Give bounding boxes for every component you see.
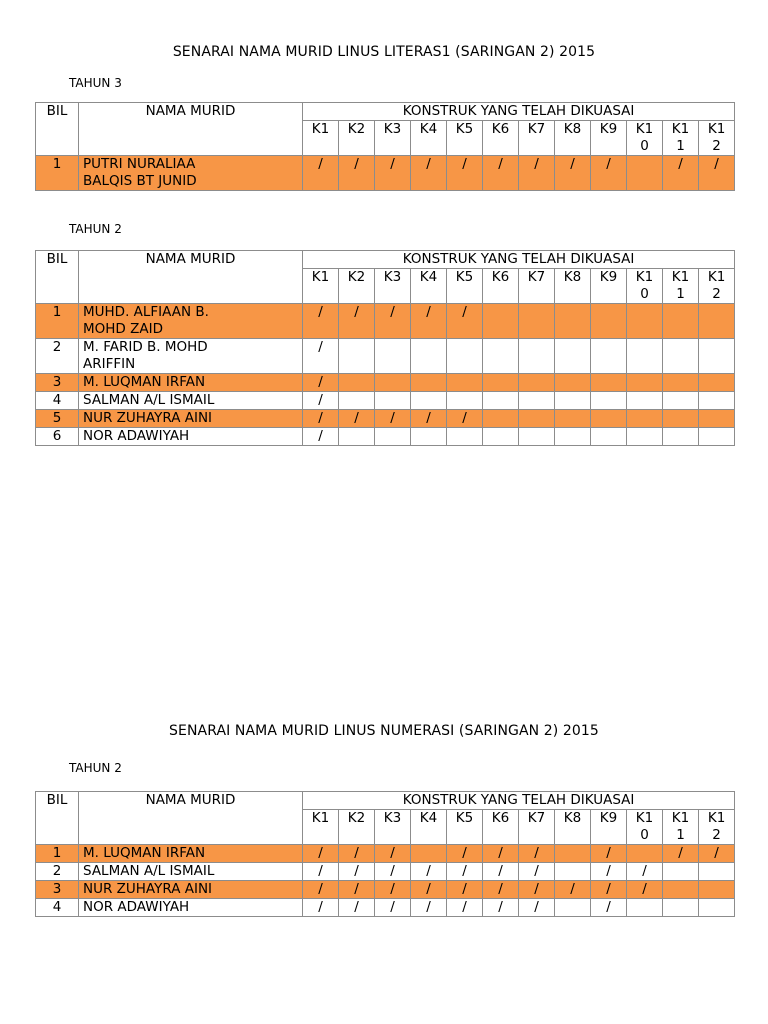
konstruk-k9-header: K9 xyxy=(591,810,627,845)
konstruk-k11-header: K1 1 xyxy=(663,269,699,304)
konstruk-k2-mark xyxy=(339,428,375,446)
row-nama-murid: NUR ZUHAYRA AINI xyxy=(79,410,303,428)
konstruk-k10-mark xyxy=(627,374,663,392)
row-bil: 2 xyxy=(36,863,79,881)
konstruk-k2-mark: / xyxy=(339,304,375,339)
konstruk-k4-mark xyxy=(411,428,447,446)
table-row xyxy=(36,863,735,881)
konstruk-k7-mark xyxy=(519,374,555,392)
literasi-tahun2-header-row xyxy=(36,251,735,269)
konstruk-k10-mark: / xyxy=(627,863,663,881)
konstruk-k6-mark: / xyxy=(483,845,519,863)
konstruk-k8-mark xyxy=(555,392,591,410)
konstruk-k1-mark: / xyxy=(303,304,339,339)
konstruk-k6-mark xyxy=(483,374,519,392)
konstruk-k9-mark: / xyxy=(591,881,627,899)
row-nama-murid: MUHD. ALFIAAN B. MOHD ZAID xyxy=(79,304,303,339)
row-nama-murid: SALMAN A/L ISMAIL xyxy=(79,863,303,881)
konstruk-k4-header: K4 xyxy=(411,269,447,304)
konstruk-k6-mark: / xyxy=(483,899,519,917)
konstruk-k7-mark: / xyxy=(519,863,555,881)
konstruk-k6-mark: / xyxy=(483,156,519,191)
konstruk-k5-mark xyxy=(447,428,483,446)
konstruk-k12-header: K1 2 xyxy=(699,810,735,845)
row-bil: 3 xyxy=(36,881,79,899)
row-bil: 1 xyxy=(36,304,79,339)
konstruk-k4-header: K4 xyxy=(411,810,447,845)
konstruk-k12-mark xyxy=(699,881,735,899)
konstruk-k5-header: K5 xyxy=(447,269,483,304)
konstruk-k3-mark xyxy=(375,428,411,446)
konstruk-k5-mark: / xyxy=(447,410,483,428)
konstruk-k7-header: K7 xyxy=(519,810,555,845)
konstruk-k10-mark xyxy=(627,304,663,339)
konstruk-k7-mark: / xyxy=(519,845,555,863)
konstruk-k6-mark: / xyxy=(483,881,519,899)
konstruk-k1-header: K1 xyxy=(303,121,339,156)
konstruk-k5-mark: / xyxy=(447,845,483,863)
konstruk-k6-mark xyxy=(483,410,519,428)
konstruk-k9-header: K9 xyxy=(591,269,627,304)
konstruk-k2-header: K2 xyxy=(339,810,375,845)
row-nama-murid: PUTRI NURALIAA BALQIS BT JUNID xyxy=(79,156,303,191)
konstruk-k11-mark: / xyxy=(663,156,699,191)
konstruk-k4-mark: / xyxy=(411,156,447,191)
konstruk-k8-header: K8 xyxy=(555,121,591,156)
konstruk-k8-header: K8 xyxy=(555,810,591,845)
literasi-tahun2-label: TAHUN 2 xyxy=(69,222,122,236)
nama-murid-header: NAMA MURID xyxy=(79,792,303,845)
nama-murid-header: NAMA MURID xyxy=(79,251,303,304)
konstruk-k10-mark xyxy=(627,428,663,446)
konstruk-k5-header: K5 xyxy=(447,810,483,845)
row-bil: 1 xyxy=(36,845,79,863)
konstruk-k7-header: K7 xyxy=(519,269,555,304)
konstruk-k3-mark: / xyxy=(375,845,411,863)
konstruk-k6-mark xyxy=(483,428,519,446)
konstruk-k9-mark xyxy=(591,410,627,428)
konstruk-k5-mark xyxy=(447,392,483,410)
konstruk-k6-mark xyxy=(483,339,519,374)
table-row xyxy=(36,374,735,392)
konstruk-k1-mark: / xyxy=(303,392,339,410)
konstruk-k9-mark: / xyxy=(591,863,627,881)
konstruk-k2-mark: / xyxy=(339,881,375,899)
table-row xyxy=(36,392,735,410)
konstruk-k1-mark: / xyxy=(303,339,339,374)
konstruk-k8-mark xyxy=(555,374,591,392)
row-bil: 1 xyxy=(36,156,79,191)
nama-murid-header: NAMA MURID xyxy=(79,103,303,156)
numerasi-tahun2-header-row xyxy=(36,792,735,810)
konstruk-k2-mark: / xyxy=(339,863,375,881)
konstruk-k4-mark xyxy=(411,845,447,863)
konstruk-k12-mark xyxy=(699,304,735,339)
konstruk-k10-mark xyxy=(627,392,663,410)
konstruk-k3-mark: / xyxy=(375,304,411,339)
konstruk-k10-mark xyxy=(627,899,663,917)
konstruk-k3-header: K3 xyxy=(375,810,411,845)
konstruk-k4-mark: / xyxy=(411,410,447,428)
row-bil: 4 xyxy=(36,392,79,410)
numerasi-title: SENARAI NAMA MURID LINUS NUMERASI (SARINGAN 2) 2015 xyxy=(169,723,599,739)
konstruk-k3-mark: / xyxy=(375,899,411,917)
konstruk-k8-mark xyxy=(555,845,591,863)
table-row xyxy=(36,304,735,339)
konstruk-k7-mark xyxy=(519,339,555,374)
konstruk-k11-mark: / xyxy=(663,845,699,863)
konstruk-k11-mark xyxy=(663,339,699,374)
konstruk-k5-mark: / xyxy=(447,881,483,899)
konstruk-k6-header: K6 xyxy=(483,121,519,156)
konstruk-k8-mark xyxy=(555,339,591,374)
row-nama-murid: NUR ZUHAYRA AINI xyxy=(79,881,303,899)
konstruk-k4-mark xyxy=(411,374,447,392)
konstruk-k12-header: K1 2 xyxy=(699,269,735,304)
row-bil: 6 xyxy=(36,428,79,446)
row-bil: 3 xyxy=(36,374,79,392)
konstruk-k5-mark: / xyxy=(447,863,483,881)
row-nama-murid: M. FARID B. MOHD ARIFFIN xyxy=(79,339,303,374)
konstruk-k9-mark: / xyxy=(591,845,627,863)
konstruk-k6-mark: / xyxy=(483,863,519,881)
table-row xyxy=(36,881,735,899)
konstruk-header: KONSTRUK YANG TELAH DIKUASAI xyxy=(303,103,735,121)
konstruk-k8-mark: / xyxy=(555,156,591,191)
konstruk-k3-mark xyxy=(375,339,411,374)
konstruk-k8-header: K8 xyxy=(555,269,591,304)
konstruk-header: KONSTRUK YANG TELAH DIKUASAI xyxy=(303,251,735,269)
konstruk-k11-mark xyxy=(663,304,699,339)
konstruk-k1-mark: / xyxy=(303,374,339,392)
konstruk-k4-mark: / xyxy=(411,899,447,917)
table-row xyxy=(36,410,735,428)
konstruk-k11-mark xyxy=(663,899,699,917)
table-row xyxy=(36,899,735,917)
row-nama-murid: M. LUQMAN IRFAN xyxy=(79,845,303,863)
konstruk-k10-header: K1 0 xyxy=(627,121,663,156)
konstruk-k8-mark: / xyxy=(555,881,591,899)
konstruk-k3-header: K3 xyxy=(375,121,411,156)
konstruk-k11-mark xyxy=(663,881,699,899)
konstruk-k5-mark: / xyxy=(447,156,483,191)
konstruk-k1-mark: / xyxy=(303,428,339,446)
konstruk-k12-mark xyxy=(699,863,735,881)
konstruk-k2-header: K2 xyxy=(339,269,375,304)
konstruk-k5-mark xyxy=(447,374,483,392)
konstruk-k10-mark xyxy=(627,845,663,863)
konstruk-k12-mark: / xyxy=(699,156,735,191)
konstruk-k6-mark xyxy=(483,304,519,339)
konstruk-k9-mark: / xyxy=(591,156,627,191)
konstruk-k11-mark xyxy=(663,374,699,392)
konstruk-k12-mark xyxy=(699,392,735,410)
konstruk-k6-header: K6 xyxy=(483,810,519,845)
konstruk-k7-mark xyxy=(519,410,555,428)
row-nama-murid: M. LUQMAN IRFAN xyxy=(79,374,303,392)
konstruk-k2-header: K2 xyxy=(339,121,375,156)
konstruk-k11-mark xyxy=(663,428,699,446)
konstruk-k3-mark: / xyxy=(375,156,411,191)
konstruk-k3-mark xyxy=(375,392,411,410)
konstruk-k12-mark: / xyxy=(699,845,735,863)
konstruk-k10-mark: / xyxy=(627,881,663,899)
row-bil: 5 xyxy=(36,410,79,428)
konstruk-header: KONSTRUK YANG TELAH DIKUASAI xyxy=(303,792,735,810)
konstruk-k8-mark xyxy=(555,863,591,881)
konstruk-k2-mark: / xyxy=(339,899,375,917)
numerasi-tahun2-table xyxy=(35,791,735,917)
konstruk-k8-mark xyxy=(555,410,591,428)
konstruk-k10-mark xyxy=(627,410,663,428)
bil-header: BIL xyxy=(36,251,79,304)
konstruk-k2-mark: / xyxy=(339,410,375,428)
konstruk-k8-mark xyxy=(555,304,591,339)
konstruk-k6-header: K6 xyxy=(483,269,519,304)
konstruk-k1-mark: / xyxy=(303,156,339,191)
konstruk-k4-mark: / xyxy=(411,304,447,339)
konstruk-k5-mark: / xyxy=(447,899,483,917)
table-row xyxy=(36,339,735,374)
konstruk-k2-mark xyxy=(339,339,375,374)
konstruk-k11-header: K1 1 xyxy=(663,810,699,845)
table-row xyxy=(36,428,735,446)
konstruk-k12-mark xyxy=(699,410,735,428)
konstruk-k3-header: K3 xyxy=(375,269,411,304)
konstruk-k7-mark xyxy=(519,428,555,446)
konstruk-k12-mark xyxy=(699,374,735,392)
konstruk-k7-mark: / xyxy=(519,156,555,191)
konstruk-k10-header: K1 0 xyxy=(627,810,663,845)
konstruk-k7-mark: / xyxy=(519,881,555,899)
konstruk-k9-mark xyxy=(591,374,627,392)
literasi-tahun3-table xyxy=(35,102,735,191)
literasi-tahun3-label: TAHUN 3 xyxy=(69,76,122,90)
bil-header: BIL xyxy=(36,792,79,845)
konstruk-k2-mark xyxy=(339,392,375,410)
row-nama-murid: NOR ADAWIYAH xyxy=(79,428,303,446)
konstruk-k5-header: K5 xyxy=(447,121,483,156)
row-bil: 2 xyxy=(36,339,79,374)
konstruk-k12-header: K1 2 xyxy=(699,121,735,156)
konstruk-k11-header: K1 1 xyxy=(663,121,699,156)
konstruk-k9-mark xyxy=(591,392,627,410)
konstruk-k3-mark: / xyxy=(375,863,411,881)
konstruk-k7-mark xyxy=(519,304,555,339)
konstruk-k12-mark xyxy=(699,428,735,446)
table-row xyxy=(36,156,735,191)
numerasi-tahun2-label: TAHUN 2 xyxy=(69,761,122,775)
konstruk-k12-mark xyxy=(699,339,735,374)
konstruk-k12-mark xyxy=(699,899,735,917)
konstruk-k10-mark xyxy=(627,339,663,374)
literasi-tahun2-table xyxy=(35,250,735,446)
row-nama-murid: SALMAN A/L ISMAIL xyxy=(79,392,303,410)
konstruk-k3-mark: / xyxy=(375,881,411,899)
row-nama-murid: NOR ADAWIYAH xyxy=(79,899,303,917)
konstruk-k4-header: K4 xyxy=(411,121,447,156)
konstruk-k1-mark: / xyxy=(303,845,339,863)
konstruk-k5-mark xyxy=(447,339,483,374)
konstruk-k11-mark xyxy=(663,410,699,428)
konstruk-k9-mark xyxy=(591,428,627,446)
konstruk-k4-mark xyxy=(411,392,447,410)
konstruk-k9-mark xyxy=(591,339,627,374)
konstruk-k7-mark: / xyxy=(519,899,555,917)
konstruk-k1-mark: / xyxy=(303,410,339,428)
konstruk-k10-mark xyxy=(627,156,663,191)
konstruk-k3-mark xyxy=(375,374,411,392)
konstruk-k6-mark xyxy=(483,392,519,410)
konstruk-k8-mark xyxy=(555,899,591,917)
bil-header: BIL xyxy=(36,103,79,156)
konstruk-k10-header: K1 0 xyxy=(627,269,663,304)
konstruk-k8-mark xyxy=(555,428,591,446)
literasi-tahun3-header-row xyxy=(36,103,735,121)
konstruk-k11-mark xyxy=(663,392,699,410)
konstruk-k5-mark: / xyxy=(447,304,483,339)
konstruk-k9-mark: / xyxy=(591,899,627,917)
konstruk-k4-mark: / xyxy=(411,863,447,881)
table-row xyxy=(36,845,735,863)
konstruk-k1-mark: / xyxy=(303,899,339,917)
konstruk-k2-mark: / xyxy=(339,845,375,863)
konstruk-k4-mark xyxy=(411,339,447,374)
konstruk-k7-mark xyxy=(519,392,555,410)
konstruk-k2-mark: / xyxy=(339,156,375,191)
konstruk-k1-header: K1 xyxy=(303,810,339,845)
konstruk-k3-mark: / xyxy=(375,410,411,428)
konstruk-k9-header: K9 xyxy=(591,121,627,156)
literasi-title: SENARAI NAMA MURID LINUS LITERAS1 (SARINGAN 2) 2015 xyxy=(172,44,596,60)
konstruk-k1-mark: / xyxy=(303,881,339,899)
row-bil: 4 xyxy=(36,899,79,917)
konstruk-k7-header: K7 xyxy=(519,121,555,156)
konstruk-k9-mark xyxy=(591,304,627,339)
konstruk-k4-mark: / xyxy=(411,881,447,899)
konstruk-k1-header: K1 xyxy=(303,269,339,304)
konstruk-k1-mark: / xyxy=(303,863,339,881)
konstruk-k2-mark xyxy=(339,374,375,392)
konstruk-k11-mark xyxy=(663,863,699,881)
